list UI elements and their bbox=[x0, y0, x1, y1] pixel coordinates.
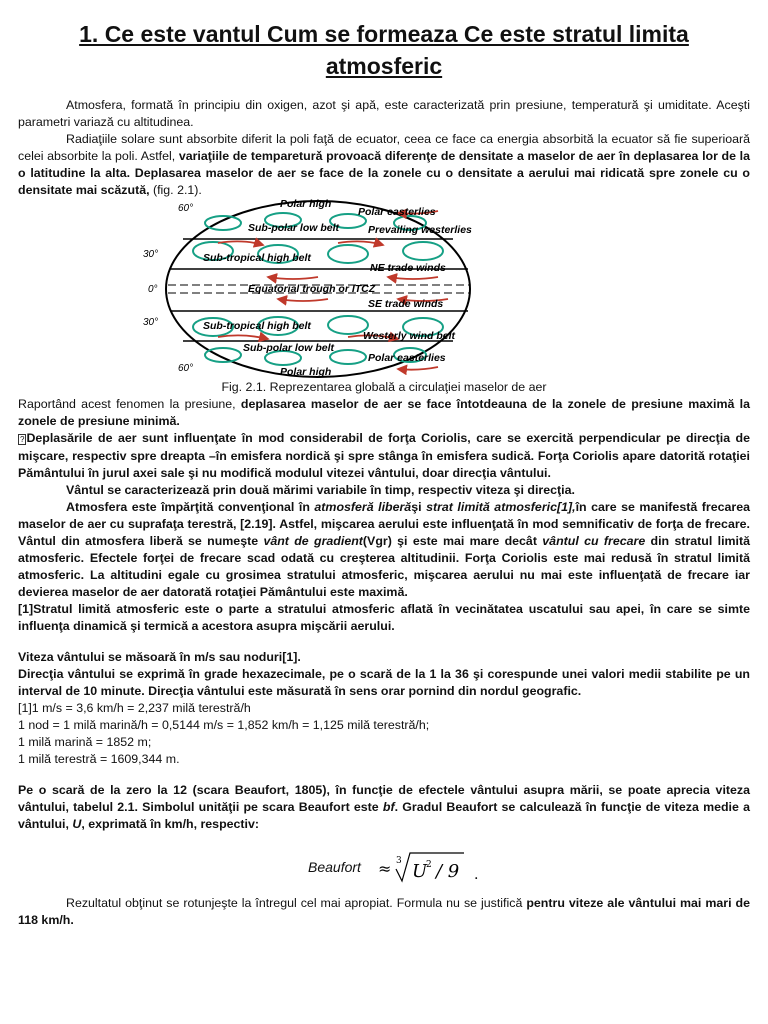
svg-text:2: 2 bbox=[426, 860, 432, 870]
lat-60-bottom: 60° bbox=[178, 363, 194, 374]
label-prevailing-westerlies: Prevailing westerlies bbox=[368, 224, 472, 236]
paragraph-atmosphere: Atmosfera, formată în principiu din oxigen, azot şi apă, este caracterizată prin presiune, temperatură şi umiditate. Aceşti parametri variază cu altitudinea. bbox=[18, 98, 750, 129]
label-polar-high-bottom: Polar high bbox=[280, 366, 332, 378]
footnote-boundary-layer: [1]Stratul limită atmosferic este o parte a stratului atmosferic aflată în vecinătatea uscatului sau apei, în care se simte influenţa dinamică şi termică a acestora asupra mişcării aerului. bbox=[18, 602, 750, 633]
conversion-line-4: 1 milă terestră = 1609,344 m. bbox=[18, 752, 180, 766]
label-se-trade: SE trade winds bbox=[368, 298, 444, 310]
paragraph-wind-speed-units: Viteza vântului se măsoară în m/s sau noduri[1]. bbox=[18, 650, 301, 664]
paragraph-rounding: Rezultatul obţinut se rotunjeşte la întregul cel mai apropiat. Formula nu se justifică pentru viteze ale vântului mai mari de 118 km/h. bbox=[18, 896, 750, 927]
label-polar-easterlies-top: Polar easterlies bbox=[358, 206, 436, 218]
label-ne-trade: NE trade winds bbox=[370, 262, 446, 274]
label-subtropical-high-bottom: Sub-tropical high belt bbox=[203, 320, 311, 332]
page-title: 1. Ce este vantul Cum se formeaza Ce este stratul limita atmosferic bbox=[79, 21, 689, 79]
lat-30-bottom: 30° bbox=[143, 317, 159, 328]
label-equatorial: Equatorial trough or ITCZ bbox=[248, 283, 376, 295]
label-westerly-belt: Westerly wind belt bbox=[363, 330, 455, 342]
conversion-line-2: 1 nod = 1 milă marină/h = 0,5144 m/s = 1,852 km/h = 1,125 milă terestră/h; bbox=[18, 718, 430, 732]
svg-text:3: 3 bbox=[396, 856, 402, 866]
paragraph-beaufort: Pe o scară de la zero la 12 (scara Beaufort, 1805), în funcţie de efectele vântului asupra mării, se poate aprecia viteza vântului, tabelul 2.1. Simbolul unităţii pe scara Beaufort este bf. Gradul Beaufort se calculează în funcţie de viteza medie a vântului, U, exprimată în km/h, respectiv: bbox=[18, 783, 750, 831]
paragraph-radiation: Radiaţiile solare sunt absorbite diferit la poli faţă de ecuator, ceea ce face ca energia absorbită la ecuator să fie superioară celei absorbite la poli. Astfel, variaţiile de tempareturǎ provoacă diferenţe de densitate a maselor de aer în deplasarea lor de la o latitudine la alta. Deplasarea maselor de aer se face de la zonele cu o densitate a aerului mai ridicată spre zonele cu o densitate mai scăzută, (fig. 2.1). bbox=[18, 132, 750, 197]
lat-60-top: 60° bbox=[178, 203, 194, 214]
paragraph-coriolis: ? Deplasările de aer sunt influenţate în mod considerabil de forţa Coriolis, care se exercită perpendicular pe direcţia de mişcare, respectiv spre dreapta –în emisfera nordică şi spre stânga în emisfera sudică. Forţa Coriolis apare datorită rotaţiei Pământului în jurul axei sale şi nu modifică modulul vitezei vântului, doar direcţia vântului. bbox=[18, 431, 750, 480]
global-circulation-figure bbox=[18, 199, 558, 379]
conversion-line-3: 1 milă marină = 1852 m; bbox=[18, 735, 152, 749]
svg-text:U: U bbox=[412, 861, 428, 882]
paragraph-wind-direction: Direcţia vântului se exprimă în grade hexazecimale, pe o scară de la 1 la 36 şi corespunde unei valori medii stabilite pe un interval de 10 minute. Direcţia vântului este măsurată în sens orar pornind din nordul geografic. bbox=[18, 667, 750, 698]
svg-text:≈: ≈ bbox=[378, 859, 392, 878]
conversion-line-1: [1]1 m/s = 3,6 km/h = 2,237 milă terestră/h bbox=[18, 701, 251, 715]
beaufort-formula bbox=[18, 847, 750, 887]
label-polar-easterlies-bottom: Polar easterlies bbox=[368, 352, 446, 364]
label-polar-high-top: Polar high bbox=[280, 199, 332, 210]
svg-text:.: . bbox=[474, 867, 479, 883]
figure-caption: Fig. 2.1. Reprezentarea globală a circulaţiei maselor de aer bbox=[221, 380, 547, 394]
paragraph-wind-characteristics: Vântul se caracterizează prin două mărimi variabile în timp, respectiv viteza şi direcţia. bbox=[66, 483, 575, 497]
label-subpolar-low-bottom: Sub-polar low belt bbox=[243, 342, 334, 354]
svg-text:/ 9: / 9 bbox=[436, 861, 460, 882]
formula-label: Beaufort bbox=[308, 859, 361, 875]
paragraph-boundary-layer: Atmosfera este împărţită convenţional în atmosferă liberăşi strat limită atmosferic[1],în care se manifestă frecarea maselor de aer cu suprafaţa terestră, [2.19]. Astfel, mişcarea aerului este influenţată în mod semnificativ de forţa de frecare. Vântul din atmosfera liberă se numeşte vânt de gradient(Vgr) şi este mai mare decât vântul cu frecare din stratul limită atmosferic. Efectele forţei de frecare scad odată cu creşterea altitudinii. Forţa Coriolis este mai redusă în stratul limită atmosferic. La altitudini egale cu grosimea stratului atmosferic, mişcarea aerului nu mai este influenţată de frecare iar devierea maselor de aer datorată rotaţiei Pământului este maximă. bbox=[18, 500, 751, 599]
label-subtropical-high-top: Sub-tropical high belt bbox=[203, 252, 311, 264]
lat-30-top: 30° bbox=[143, 249, 159, 260]
label-subpolar-low-top: Sub-polar low belt bbox=[248, 222, 339, 234]
document-page bbox=[18, 18, 750, 929]
paragraph-pressure: Raportând acest fenomen la presiune, deplasarea maselor de aer se face întotdeauna de la zonele de presiune maximă la zonele de presiune minimă. bbox=[18, 397, 750, 428]
formula-expression bbox=[18, 847, 750, 887]
missing-glyph-icon: ? bbox=[20, 435, 25, 444]
lat-0: 0° bbox=[148, 284, 158, 295]
